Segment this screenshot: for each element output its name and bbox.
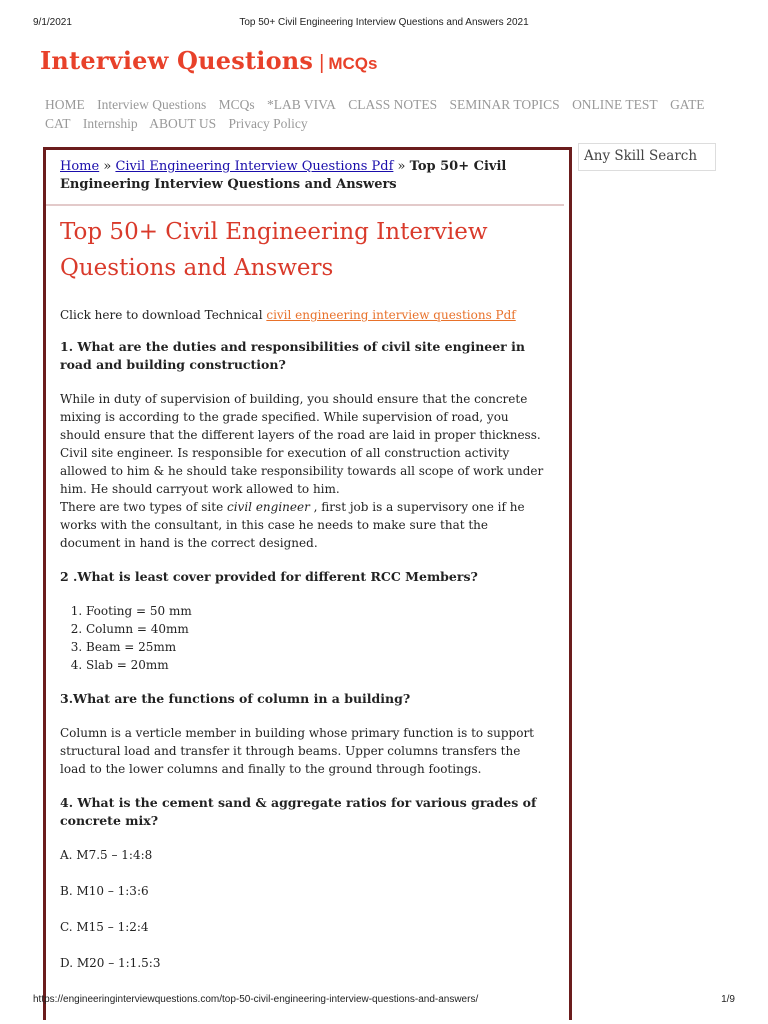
nav-item-mcqs[interactable]: MCQs	[218, 97, 255, 112]
breadcrumb-current: Top 50+ Civil Engineering Interview Questions and Answers	[60, 159, 507, 192]
list-item: 1. Footing = 50 mm	[86, 602, 550, 620]
nav-item-cat[interactable]: CAT	[45, 116, 71, 131]
list-item: 2. Column = 40mm	[86, 620, 550, 638]
print-footer	[33, 994, 735, 1008]
breadcrumb-separator: »	[397, 159, 406, 174]
question-2: 2 .What is least cover provided for different RCC Members?	[60, 569, 478, 584]
answer-1-text: , first job is a supervisory one if he works with the consultant, in this case he needs to make sure that the document in hand is the correct designed.	[60, 500, 525, 550]
site-logo[interactable]	[40, 46, 377, 80]
answer-3: Column is a verticle member in building whose primary function is to support structural load and transfer it through beams. Upper columns transfers the load to the lower columns and finally to the ground through footings.	[60, 726, 534, 776]
answer-1-emphasis: civil engineer	[227, 500, 310, 514]
nav-item-lab-viva[interactable]: *LAB VIVA	[267, 97, 336, 112]
skill-search-box[interactable]: Any Skill Search	[578, 143, 716, 171]
answer-1-paragraph	[60, 498, 550, 552]
logo-separator: |	[319, 52, 325, 74]
main-nav	[45, 95, 725, 133]
nav-item-gate[interactable]: GATE	[670, 97, 705, 112]
ratio-item: B. M10 – 1:3:6	[60, 884, 149, 898]
nav-item-home[interactable]: HOME	[45, 97, 85, 112]
breadcrumb-separator: »	[103, 159, 112, 174]
nav-item-online-test[interactable]: ONLINE TEST	[572, 97, 658, 112]
list-item: 4. Slab = 20mm	[86, 656, 550, 674]
nav-item-class-notes[interactable]: CLASS NOTES	[348, 97, 438, 112]
breadcrumb-home-link[interactable]: Home	[60, 159, 100, 174]
download-intro	[60, 306, 550, 324]
nav-item-about-us[interactable]: ABOUT US	[149, 116, 217, 131]
nav-item-privacy-policy[interactable]: Privacy Policy	[228, 116, 308, 131]
breadcrumb-parent-link[interactable]: Civil Engineering Interview Questions Pdf	[115, 159, 394, 174]
breadcrumb	[60, 158, 550, 194]
page-title: Top 50+ Civil Engineering Interview Questions and Answers	[60, 219, 488, 281]
print-header	[33, 17, 735, 31]
ratio-item: C. M15 – 1:2:4	[60, 920, 149, 934]
intro-text: Click here to download Technical	[60, 308, 267, 322]
question-3: 3.What are the functions of column in a building?	[60, 691, 411, 706]
print-date: 9/1/2021	[33, 17, 72, 28]
ratio-item: D. M20 – 1:1.5:3	[60, 956, 161, 970]
question-4: 4. What is the cement sand & aggregate ratios for various grades of concrete mix?	[60, 795, 537, 828]
answer-1-paragraph: Civil site engineer. Is responsible for execution of all construction activity allowed to him & he should take responsibility towards all scope of work under him. He should carryout work allowed to him.	[60, 446, 544, 496]
list-item: 3. Beam = 25mm	[86, 638, 550, 656]
print-url: https://engineeringinterviewquestions.com/top-50-civil-engineering-interview-questions-and-answers/	[33, 994, 479, 1005]
cover-list	[60, 602, 550, 674]
answer-1-text: There are two types of site	[60, 500, 227, 514]
nav-item-seminar-topics[interactable]: SEMINAR TOPICS	[449, 97, 560, 112]
logo-main-text: Interview Questions	[40, 46, 314, 75]
nav-item-internship[interactable]: Internship	[82, 116, 138, 131]
question-1: 1. What are the duties and responsibilities of civil site engineer in road and building construction?	[60, 339, 525, 372]
download-pdf-link[interactable]: civil engineering interview questions Pdf	[266, 308, 516, 322]
ratio-item: A. M7.5 – 1:4:8	[60, 848, 153, 862]
nav-item-interview-questions[interactable]: Interview Questions	[97, 97, 207, 112]
print-page-number: 1/9	[721, 994, 735, 1005]
article-container	[43, 147, 572, 1020]
answer-1-paragraph: While in duty of supervision of building, you should ensure that the concrete mixing is according to the grade specified. While supervision of road, you should ensure that the different layers of the road are laid in proper thickness.	[60, 392, 541, 442]
print-title: Top 50+ Civil Engineering Interview Questions and Answers 2021	[239, 17, 529, 28]
answer-1	[60, 390, 550, 552]
logo-sub-text: MCQs	[328, 54, 378, 73]
article-body	[60, 158, 550, 990]
breadcrumb-divider	[46, 204, 564, 206]
